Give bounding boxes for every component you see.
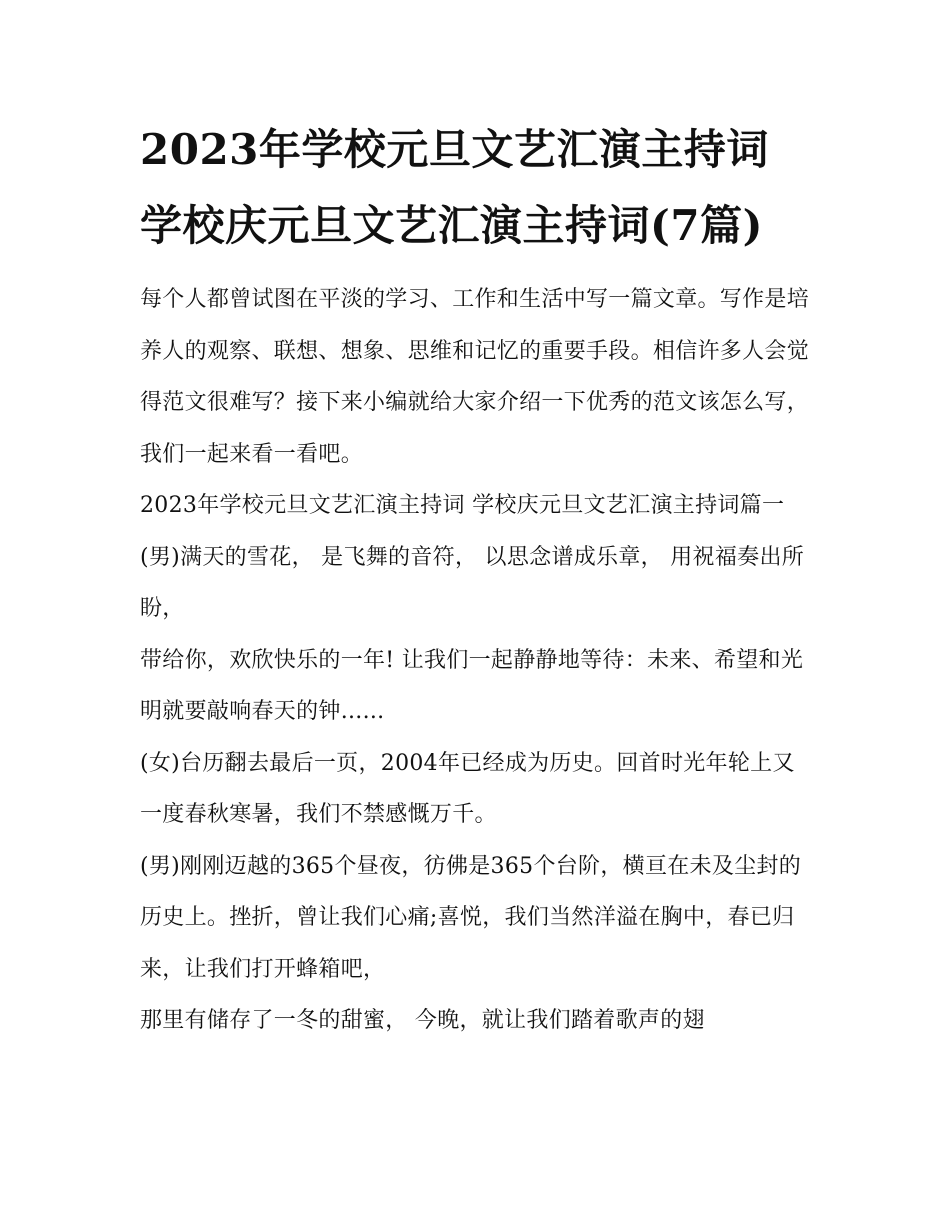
paragraph-female-host: (女)台历翻去最后一页，2004年已经成为历史。回首时光年轮上又一度春秋寒暑，我们不禁感慨万千。 — [140, 750, 795, 827]
paragraph-tonight: 那里有储存了一冬的甜蜜， 今晚，就让我们踏着歌声的翅 — [140, 1008, 705, 1033]
paragraph-new-year-wish: 带给你，欢欣快乐的一年! 让我们一起静静地等待：未来、希望和光明就要敲响春天的钟...... — [140, 647, 804, 724]
paragraph-male-host: (男)刚刚迈越的365个昼夜，彷佛是365个台阶，横亘在未及尘封的历史上。挫折，曾让我们心痛;喜悦，我们当然洋溢在胸中，春已归来，让我们打开蜂箱吧， — [140, 853, 802, 982]
document-title: 2023年学校元旦文艺汇演主持词 学校庆元旦文艺汇演主持词(7篇) — [140, 125, 769, 250]
paragraph-intro: 每个人都曾试图在平淡的学习、工作和生活中写一篇文章。写作是培养人的观察、联想、想象、思维和记忆的重要手段。相信许多人会觉得范文很难写？接下来小编就给大家介绍一下优秀的范文该怎么写，我们一起来看一看吧。 — [140, 287, 810, 467]
document-page — [140, 112, 816, 1047]
paragraph-section-one: 2023年学校元旦文艺汇演主持词 学校庆元旦文艺汇演主持词篇一 (男)满天的雪花， 是飞舞的音符， 以思念谱成乐章， 用祝福奏出所盼， — [140, 493, 805, 621]
